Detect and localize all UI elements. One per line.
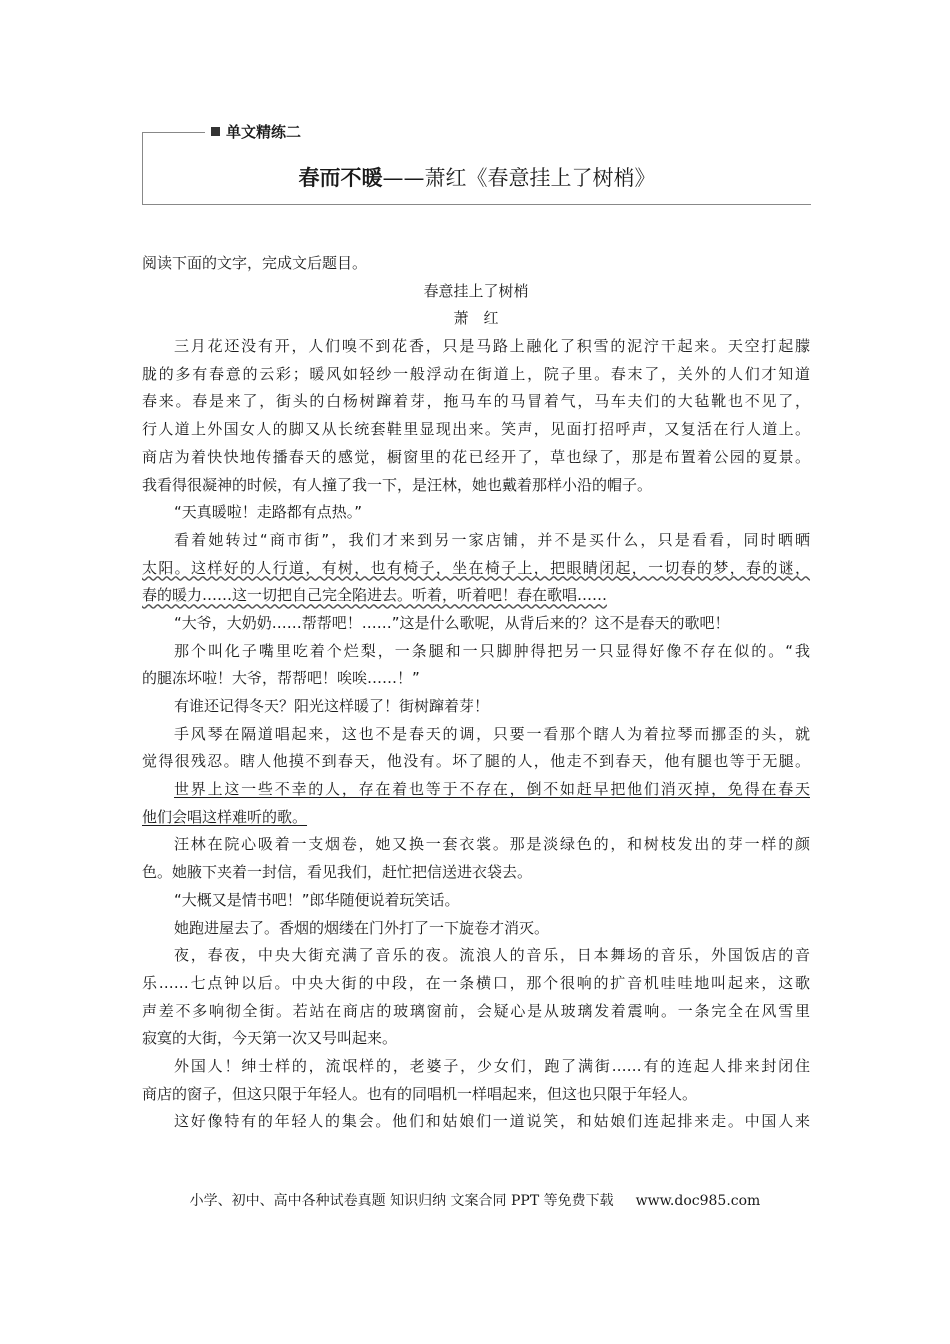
section-label [211,121,305,142]
instruction: 阅读下面的文字，完成文后题目。 [142,254,368,272]
footer-text: 小学、初中、高中各种试卷真题 知识归纳 文案合同 PPT 等免费下载 [189,1193,614,1209]
article-title: 春意挂上了树梢 [423,281,529,300]
paragraph-line: “大概又是情书吧！”郎华随便说着玩笑话。 [174,890,460,909]
paragraph-line: “天真暖啦！走路都有点热。” [174,503,363,522]
paragraph-line: 她跑进屋去了。香烟的烟缕在门外打了一下旋卷才消灭。 [174,918,550,937]
paragraph-line: 外国人！绅士样的，流氓样的，老婆子，少女们，跑了满街……有的连起人排来封闭住 [174,1056,810,1075]
heading-source: 萧红《春意挂上了树梢》 [424,166,656,190]
wavy-underlined-text: 太阳。这样好的人行道，有树，也有椅子，坐在椅子上，把眼睛闭起，一切春的梦，春的谜， [142,558,810,577]
page-footer [0,1190,950,1210]
article-author: 萧 红 [453,309,499,328]
paragraph-line: 寂寞的大街，今天第一次又号叫起来。 [142,1029,398,1048]
paragraph-line: 声差不多响彻全街。若站在商店的玻璃窗前，会疑心是从玻璃发着震响。一条完全在风雪里 [142,1001,810,1020]
reading-passage [142,250,810,1136]
underlined-text: 他们会唱这样难听的歌。 [142,807,308,826]
paragraph-line: 行人道上外国女人的脚又从长统套鞋里显现出来。笑声，见面打招呼声，又复活在行人道上。 [142,420,810,439]
paragraph-line: 胧的多有春意的云彩；暖风如轻纱一般浮动在街道上，院子里。春末了，关外的人们才知道 [142,364,810,383]
paragraph-line: 那个叫化子嘴里吃着个烂梨，一条腿和一只脚肿得把另一只显得好像不存在似的。“我 [174,641,810,660]
paragraph-line: 夜，春夜，中央大街充满了音乐的夜。流浪人的音乐，日本舞场的音乐，外国饭店的音 [174,946,810,965]
paragraph-line [142,776,810,804]
paragraph-line: 汪林在院心吸着一支烟卷，她又换一套衣裳。那是淡绿色的，和树枝发出的芽一样的颜 [174,835,810,854]
paragraph-line: 商店的窗子，但这只限于年轻人。也有的同唱机一样唱起来，但这也只限于年轻人。 [142,1084,698,1103]
paragraph-line [142,555,810,583]
heading-dash: —— [382,166,425,190]
article-heading [143,162,811,192]
paragraph-line: 乐……七点钟以后。中央大街的中段，在一条横口，那个很响的扩音机哇哇地叫起来，这歌 [142,973,810,992]
paragraph-line [142,804,810,832]
paragraph-line: 三月花还没有开，人们嗅不到花香，只是马路上融化了积雪的泥泞干起来。天空打起朦 [174,337,810,356]
underlined-text: 世界上这一些不幸的人，存在着也等于不存在，倒不如赶早把他们消灭掉，免得在春天 [174,780,810,799]
paragraph-line: 我看得很凝神的时候，有人撞了我一下，是汪林，她也戴着那样小沿的帽子。 [142,475,653,494]
square-bullet-icon [211,127,220,136]
header-rule [143,132,205,133]
paragraph-line: 春来。春是来了，街头的白杨树蹿着芽，拖马车的马冒着气，马车夫们的大毡靴也不见了， [142,392,810,411]
paragraph-line: 有谁还记得冬天？阳光这样暖了！街树蹿着芽！ [174,697,490,715]
heading-theme: 春而不暖 [298,166,383,190]
section-header-box [142,123,811,205]
paragraph-line [142,582,810,610]
paragraph-line: 觉得很残忍。瞎人他摸不到春天，他没有。坏了腿的人，他走不到春天，他有腿也等于无腿。 [142,752,810,771]
paragraph-line: 这好像特有的年轻人的集会。他们和姑娘们一道说笑，和姑娘们连起排来走。中国人来 [174,1112,810,1131]
paragraph-line: 手风琴在隔道唱起来，这也不是春天的调，只要一看那个瞎人为着拉琴而挪歪的头，就 [174,724,810,743]
section-label-text: 单文精练二 [226,123,302,141]
paragraph-line: “大爷，大奶奶……帮帮吧！……”这是什么歌呢，从背后来的？这不是春天的歌吧！ [174,613,730,632]
footer-url: www.doc985.com [635,1193,761,1209]
wavy-underlined-text: 春的暖力……这一切把自己完全陷进去。听着，听着吧！春在歌唱…… [142,586,608,605]
paragraph-line: 的腿冻坏啦！大爷，帮帮吧！唉唉……！” [142,669,420,688]
paragraph-line: 看着她转过“商市街”，我们才来到另一家店铺，并不是买什么，只是看看，同时晒晒 [174,530,810,549]
paragraph-line: 色。她腋下夹着一封信，看见我们，赶忙把信送进衣袋去。 [142,863,533,882]
paragraph-line: 商店为着快快地传播春天的感觉，橱窗里的花已经开了，草也绿了，那是布置着公园的夏景。 [142,447,810,466]
